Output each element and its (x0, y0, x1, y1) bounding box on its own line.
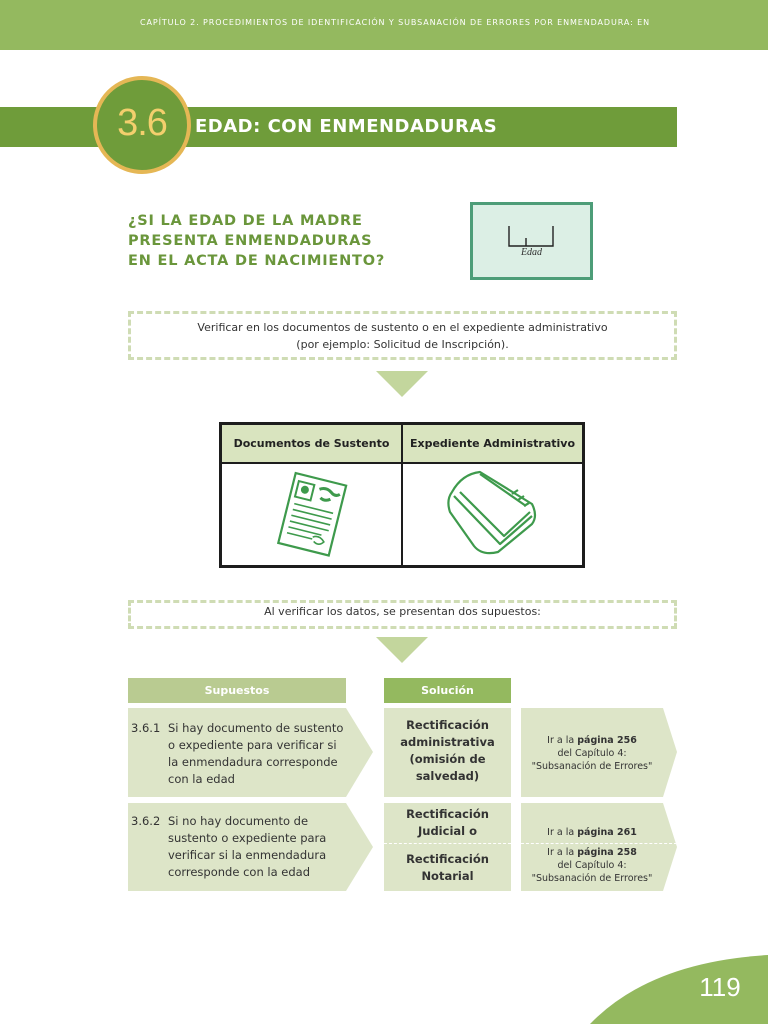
reference-line: del Capítulo 4: (557, 860, 627, 871)
case-line: con la edad (168, 772, 235, 786)
edad-label: Edad (520, 247, 543, 258)
verify-line: Verificar en los documentos de sustento o en el expediente administrativo (197, 321, 608, 334)
verify-line: (por ejemplo: Solicitud de Inscripción). (296, 338, 509, 351)
reference-line: Ir a la página 261 (547, 827, 637, 838)
solution-line: administrativa (400, 735, 495, 749)
case-line: verificar si la enmendadura (168, 848, 327, 862)
reference-line: Ir a la página 256 (547, 735, 637, 746)
table-header-expediente: Expediente Administrativo (403, 425, 582, 463)
solution-line: Rectificación (406, 718, 489, 732)
reference-line: "Subsanación de Errores" (531, 761, 653, 772)
section-number: 3.6 (117, 102, 167, 144)
question-line: ¿SI LA EDAD DE LA MADRE (128, 213, 363, 229)
case-number: 3.6.1 (131, 721, 161, 735)
chapter-title: CAPÍTULO 2. PROCEDIMIENTOS DE IDENTIFICACIÓN Y SUBSANACIÓN DE ERRORES POR ENMENDADURA: EN (140, 18, 650, 27)
reference-page-link[interactable]: página 258 (577, 847, 637, 858)
case-line: la enmendadura corresponde (168, 755, 338, 769)
solution-line: (omisión de (409, 752, 486, 766)
solution-line: Rectificación (406, 807, 489, 821)
table-header-documentos: Documentos de Sustento (222, 425, 401, 463)
solution-line: Notarial (421, 869, 474, 883)
case-line: Si hay documento de sustento (168, 721, 344, 735)
solution-line: salvedad) (415, 769, 480, 783)
column-header-solucion: Solución (384, 678, 511, 703)
case-line: corresponde con la edad (168, 865, 311, 879)
reference-line: del Capítulo 4: (557, 748, 627, 759)
column-header-supuestos: Supuestos (128, 678, 346, 703)
section-title: EDAD: CON ENMENDADURAS (195, 116, 498, 137)
page-number: 119 (699, 972, 741, 1002)
reference-line: "Subsanación de Errores" (531, 873, 653, 884)
solution-line: Rectificación (406, 852, 489, 866)
solution-line: Judicial o (417, 824, 477, 838)
reference-page-link[interactable]: página 261 (577, 827, 637, 838)
question-line: PRESENTA ENMENDADURAS (128, 233, 373, 249)
reference-page-link[interactable]: página 256 (577, 735, 637, 746)
supuestos-intro-text: Al verificar los datos, se presentan dos supuestos: (264, 605, 541, 618)
case-line: o expediente para verificar si (168, 738, 337, 752)
question-line: EN EL ACTA DE NACIMIENTO? (128, 253, 386, 269)
reference-line: Ir a la página 258 (547, 847, 637, 858)
case-line: sustento o expediente para (168, 831, 327, 845)
case-number: 3.6.2 (131, 814, 161, 828)
case-line: Si no hay documento de (168, 814, 309, 828)
